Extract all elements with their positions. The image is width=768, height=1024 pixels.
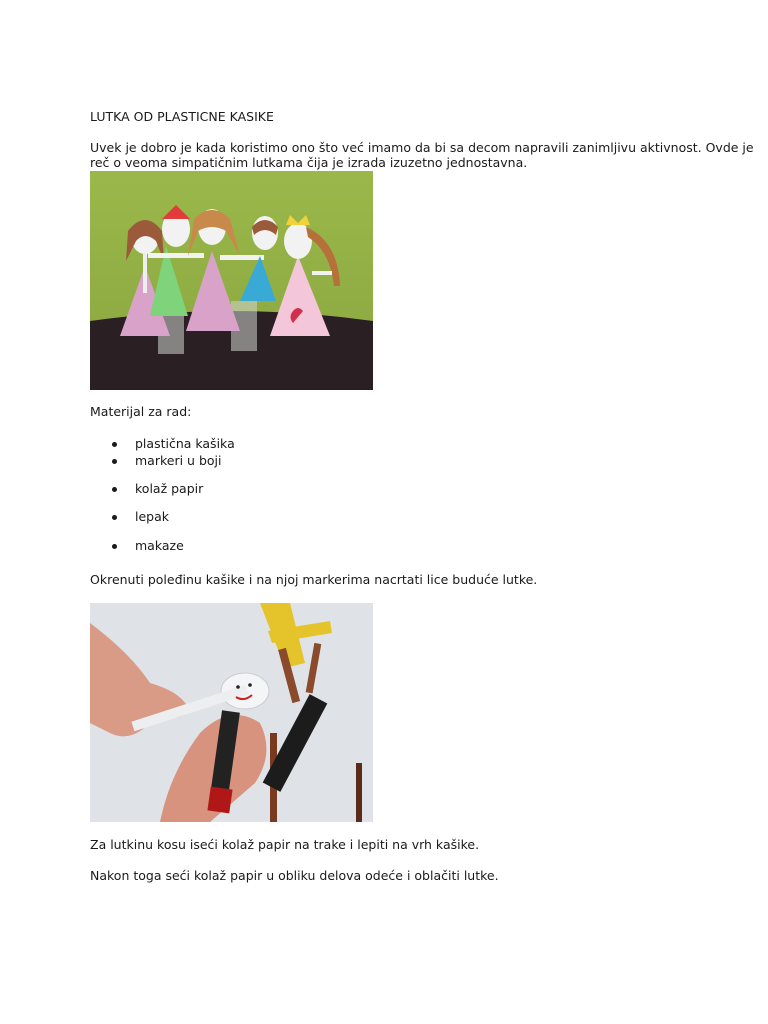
drawing-face-photo [90, 603, 373, 822]
step-3-text: Nakon toga seći kolaž papir u obliku delova odeće i oblačiti lutke. [90, 868, 499, 883]
materials-heading: Materijal za rad: [90, 404, 192, 419]
step-2-text: Za lutkinu kosu iseći kolaž papir na trake i lepiti na vrh kašike. [90, 837, 480, 852]
intro-text-line-2: reč o veoma simpatičnim lutkama čija je izrada izuzetno jednostavna. [90, 155, 528, 170]
bullet-icon [112, 459, 117, 464]
bullet-icon [112, 442, 117, 447]
bullet-icon [112, 515, 117, 520]
bullet-icon [112, 544, 117, 549]
spoon-dolls-photo [90, 171, 373, 390]
document-page: LUTKA OD PLASTICNE KASIKE Uvek je dobro je kada koristimo ono što već imamo da bi sa decom napravili zanimljivu aktivnost. Ovde je reč o veoma simpatičnim lutkama čija je izrada izuzetno jednostavna. Materijal za rad: plastična kašika markeri u boji kolaž papir lepak makaze Okrenuti poleđinu kašike i na njoj markerima nacrtati lice buduće lutke. Za lutkinu kosu iseći kolaž papir na trake i lepiti na vrh kašike. Nakon toga seći kolaž papir u obliku delova odeće i oblačiti lutke. [90, 109, 754, 883]
document-title: LUTKA OD PLASTICNE KASIKE [90, 109, 274, 124]
bullet-icon [112, 487, 117, 492]
intro-text-line-1: Uvek je dobro je kada koristimo ono što već imamo da bi sa decom napravili zanimljivu aktivnost. Ovde je [90, 140, 754, 155]
step-1-text: Okrenuti poleđinu kašike i na njoj markerima nacrtati lice buduće lutke. [90, 572, 538, 587]
